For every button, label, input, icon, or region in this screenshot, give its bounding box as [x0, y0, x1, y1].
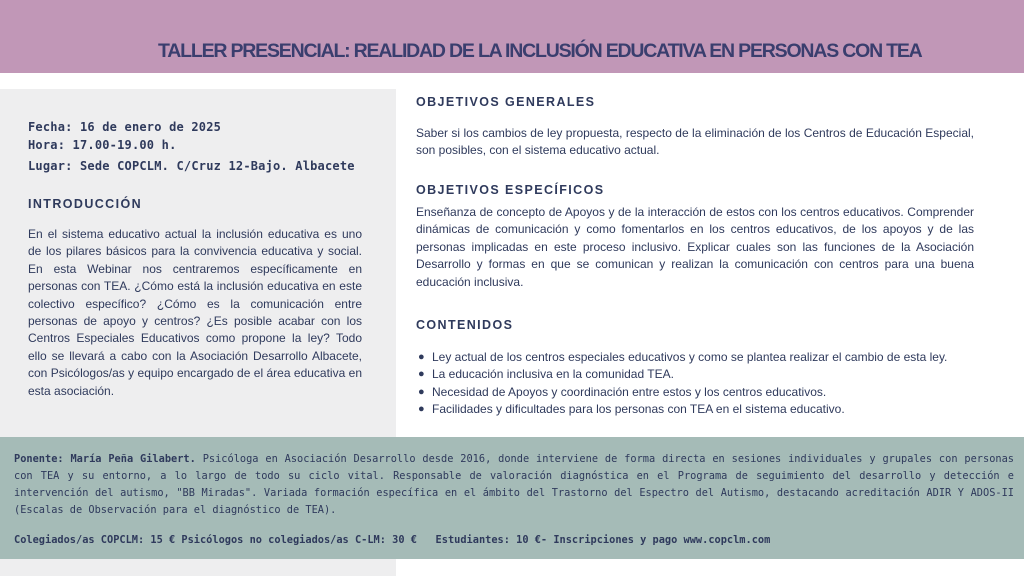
left-bottom-strip [0, 559, 396, 576]
intro-heading: INTRODUCCIÓN [28, 197, 143, 211]
prices-info: Colegiados/as COPCLM: 15 € Psicólogos no colegiados/as C-LM: 30 € Estudiantes: 10 €- Inscripciones y pago www.copclm.com [14, 534, 771, 546]
list-item-text: Facilidades y dificultades para los personas con TEA en el sistema educativo. [432, 402, 845, 417]
page-title: TALLER PRESENCIAL: REALIDAD DE LA INCLUSIÓN EDUCATIVA EN PERSONAS CON TEA [158, 40, 922, 62]
contents-heading: CONTENIDOS [416, 318, 514, 332]
list-item-text: Necesidad de Apoyos y coordinación entre estos y los centros educativos. [432, 384, 827, 399]
intro-text: En el sistema educativo actual la inclusión educativa es uno de los pilares básicos para la convivencia educativa y social. En esta Webinar nos centraremos específicamente en personas con TEA. ¿Cómo está la inclusión educativa en este colectivo específico? ¿Cómo es la comunicación entre personas de apoyo y centros? ¿Es posible acabar con los Centros Especiales Educativos como propone la ley? Todo ello se llevará a cabo con la Asociación Desarrollo Albacete, con Psicólogos/as y equipo encargado de el área educativa en esta asociación. [28, 227, 362, 398]
list-item [416, 349, 976, 366]
general-objectives-heading: OBJETIVOS GENERALES [416, 95, 596, 109]
bullet-icon: ● [418, 403, 425, 416]
event-time: Hora: 17.00-19.00 h. [28, 138, 177, 152]
specific-objectives-text: Enseñanza de concepto de Apoyos y de la interacción de estos con los centros educativos. Comprender dinámicas de comunicación y como fomentarlos en los centros educativos, de los apoyos y de las personas implicadas en este proceso inclusivo. Explicar cuales son las funciones de la Asociación Desarrollo y formas en que se comunican y realizan la comunicación con centros para una buena educación inclusiva. [416, 205, 974, 289]
list-item-text: La educación inclusiva en la comunidad TEA. [432, 367, 674, 382]
bullet-icon: ● [418, 368, 425, 381]
event-info [28, 118, 388, 175]
speaker-bio [14, 451, 1014, 519]
general-objectives-text: Saber si los cambios de ley propuesta, respecto de la eliminación de los Centros de Educación Especial, son posibles, con el sistema educativo actual. [416, 126, 974, 158]
list-item [416, 366, 976, 383]
list-item [416, 384, 976, 401]
contents-list [416, 349, 976, 419]
list-item [416, 401, 976, 418]
bullet-icon: ● [418, 385, 425, 398]
speaker-label: Ponente: María Peña Gilabert. [14, 453, 196, 465]
bullet-icon: ● [418, 351, 425, 363]
specific-objectives-heading: OBJETIVOS ESPECÍFICOS [416, 183, 605, 197]
speaker-bio-text: Psicóloga en Asociación Desarrollo desde 2016, donde interviene de forma directa en sesiones individuales y grupales con personas con TEA y su entorno, a lo largo de todo su ciclo vital. Responsable de valoración diagnóstica en el Programa de seguimiento del desarrollo y detección e intervención del autismo, "BB Miradas". Variada formación específica en el ámbito del Trastorno del Espectro del Autismo, destacando acreditación ADIR Y ADOS-II (Escalas de Observación para el diagnóstico de TEA). [14, 453, 1014, 516]
event-location: Lugar: Sede COPCLM. C/Cruz 12-Bajo. Albacete [28, 159, 355, 173]
event-date: Fecha: 16 de enero de 2025 [28, 120, 222, 134]
list-item-text: Ley actual de los centros especiales educativos y como se plantea realizar el cambio de esta ley. [432, 350, 948, 364]
